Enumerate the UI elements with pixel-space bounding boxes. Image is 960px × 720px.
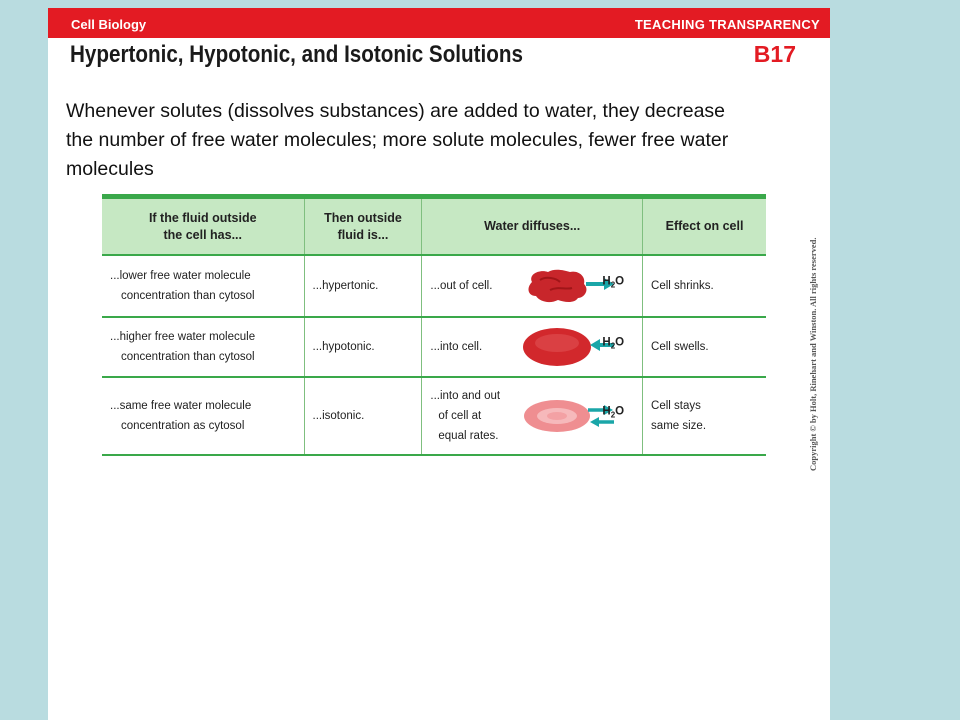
effect-cell (643, 317, 766, 377)
formula-part: H (602, 275, 611, 288)
transparency-sheet (48, 8, 830, 720)
table-row (102, 377, 766, 455)
header-text: Then outside (324, 210, 402, 225)
formula-part: O (615, 275, 625, 288)
fluid-type-cell: ...isotonic. (304, 377, 422, 455)
header-banner (48, 8, 830, 38)
diffusion-text (430, 276, 492, 296)
diffusion-line: ...out of cell. (430, 280, 493, 292)
table-row (102, 255, 766, 317)
condition-line: ...higher free water molecule (110, 331, 256, 343)
header-effect: Effect on cell (643, 197, 766, 256)
fluid-type-cell: ...hypotonic. (304, 317, 422, 377)
diffusion-cell (422, 317, 643, 377)
condition-line: concentration than cytosol (121, 351, 255, 363)
diffusion-line: ...into and out (430, 390, 501, 402)
formula-subscript: 2 (610, 280, 616, 290)
header-fluid-type (304, 197, 422, 256)
condition-line: ...same free water molecule (110, 400, 252, 412)
formula-part: H (602, 336, 611, 349)
effect-line: Cell stays (651, 400, 701, 412)
intro-line: Whenever solutes (dissolves substances) are added to water, they decrease (66, 100, 726, 122)
fluid-type-cell: ...hypertonic. (304, 255, 422, 317)
diffusion-text (430, 386, 500, 446)
transparency-code: B17 (753, 41, 796, 67)
condition-cell (102, 317, 304, 377)
diffusion-cell (422, 255, 643, 317)
water-formula (602, 271, 624, 295)
condition-cell (102, 255, 304, 317)
header-water-diffuses: Water diffuses... (422, 197, 643, 256)
table-row (102, 317, 766, 377)
header-text: the cell has... (163, 227, 243, 242)
water-formula (602, 401, 624, 425)
formula-part: O (615, 336, 625, 349)
effect-line: Cell swells. (651, 341, 709, 353)
diffusion-cell (422, 377, 643, 455)
solutions-table (102, 194, 766, 456)
formula-subscript: 2 (610, 341, 616, 351)
effect-cell (643, 377, 766, 455)
condition-cell (102, 377, 304, 455)
water-formula (602, 332, 624, 356)
diffusion-line: of cell at (438, 410, 482, 422)
diffusion-text (430, 337, 482, 357)
copyright-notice (805, 196, 819, 471)
intro-line: molecules (66, 158, 154, 180)
header-outside-fluid (102, 197, 304, 256)
diffusion-line: ...into cell. (430, 341, 483, 353)
table-header-row (102, 197, 766, 256)
formula-part: O (615, 405, 625, 418)
header-text: If the fluid outside (148, 210, 257, 225)
effect-line: Cell shrinks. (651, 280, 714, 292)
copyright-text: Copyright © by Holt, Rinehart and Winston. All rights reserved. (808, 237, 818, 471)
intro-paragraph (66, 97, 826, 184)
condition-line: ...lower free water molecule (110, 270, 251, 282)
formula-part: H (602, 405, 611, 418)
effect-cell (643, 255, 766, 317)
formula-subscript: 2 (610, 410, 616, 420)
intro-line: the number of free water molecules; more solute molecules, fewer free water (66, 129, 729, 151)
subject-label: Cell Biology (71, 17, 147, 32)
diffusion-line: equal rates. (438, 430, 499, 442)
condition-line: concentration as cytosol (121, 420, 245, 432)
condition-line: concentration than cytosol (121, 290, 255, 302)
header-text: fluid is... (337, 227, 389, 242)
page-title: Hypertonic, Hypotonic, and Isotonic Solutions (70, 41, 523, 68)
transparency-label: TEACHING TRANSPARENCY (634, 17, 820, 32)
effect-line: same size. (651, 420, 707, 432)
